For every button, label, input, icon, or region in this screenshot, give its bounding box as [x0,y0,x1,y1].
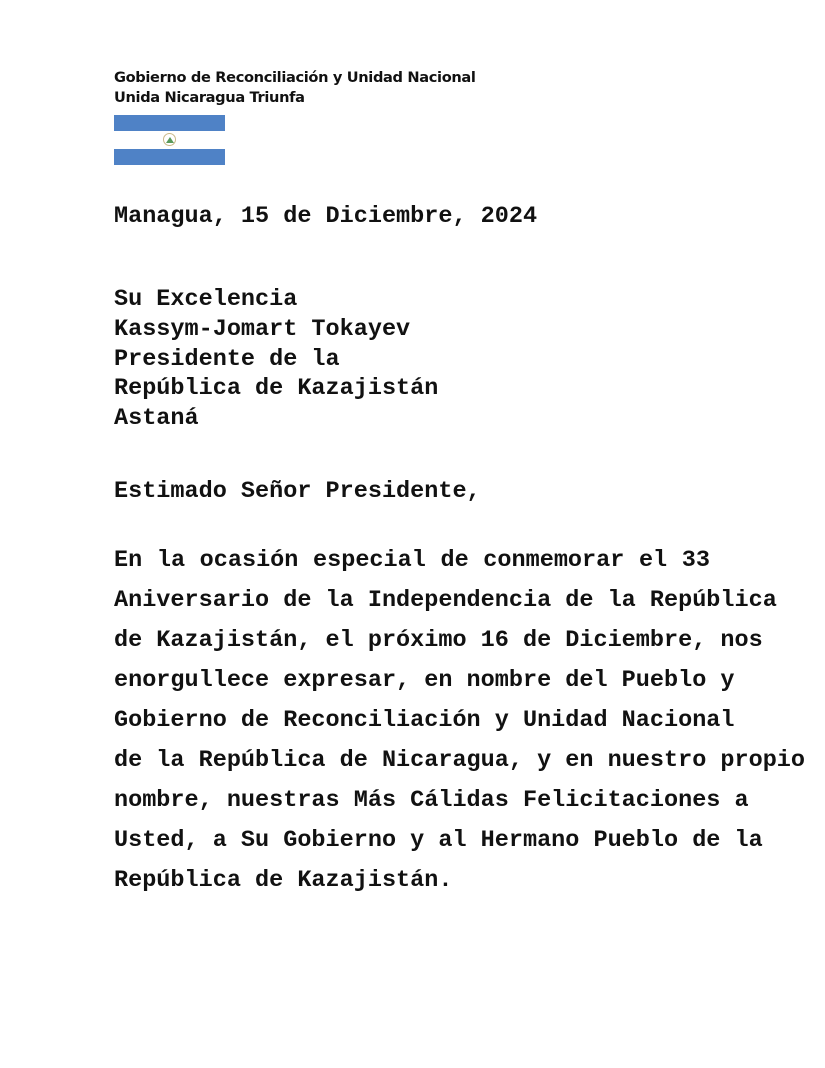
body-line: Gobierno de Reconciliación y Unidad Nacional [114,707,735,734]
coat-of-arms-icon [163,133,176,146]
recipient-line: Kassym-Jomart Tokayev [114,315,411,343]
letterhead-line-1: Gobierno de Reconciliación y Unidad Nacional [114,69,476,86]
letterhead-line-2: Unida Nicaragua Triunfa [114,89,305,106]
body-line: nombre, nuestras Más Cálidas Felicitaciones a [114,787,749,814]
body-line: República de Kazajistán. [114,867,453,894]
letterhead [114,68,476,108]
body-line: Usted, a Su Gobierno y al Hermano Pueblo de la [114,827,763,854]
recipient-line: Astaná [114,405,199,433]
recipient-line: Presidente de la [114,345,340,373]
letter-date: Managua, 15 de Diciembre, 2024 [114,203,538,230]
body-line: Aniversario de la Independencia de la República [114,587,777,614]
body-line: de Kazajistán, el próximo 16 de Diciembre, nos [114,627,763,654]
salutation: Estimado Señor Presidente, [114,478,481,505]
body-line: enorgullece expresar, en nombre del Pueblo y [114,667,735,694]
body-line: En la ocasión especial de conmemorar el 33 [114,547,710,574]
body-paragraph [114,541,806,901]
recipient-line: Su Excelencia [114,286,298,313]
body-line: de la República de Nicaragua, y en nuestro propio [114,747,806,774]
nicaragua-flag-icon [114,115,225,165]
recipient-block [114,285,438,434]
recipient-line: República de Kazajistán [114,375,439,403]
